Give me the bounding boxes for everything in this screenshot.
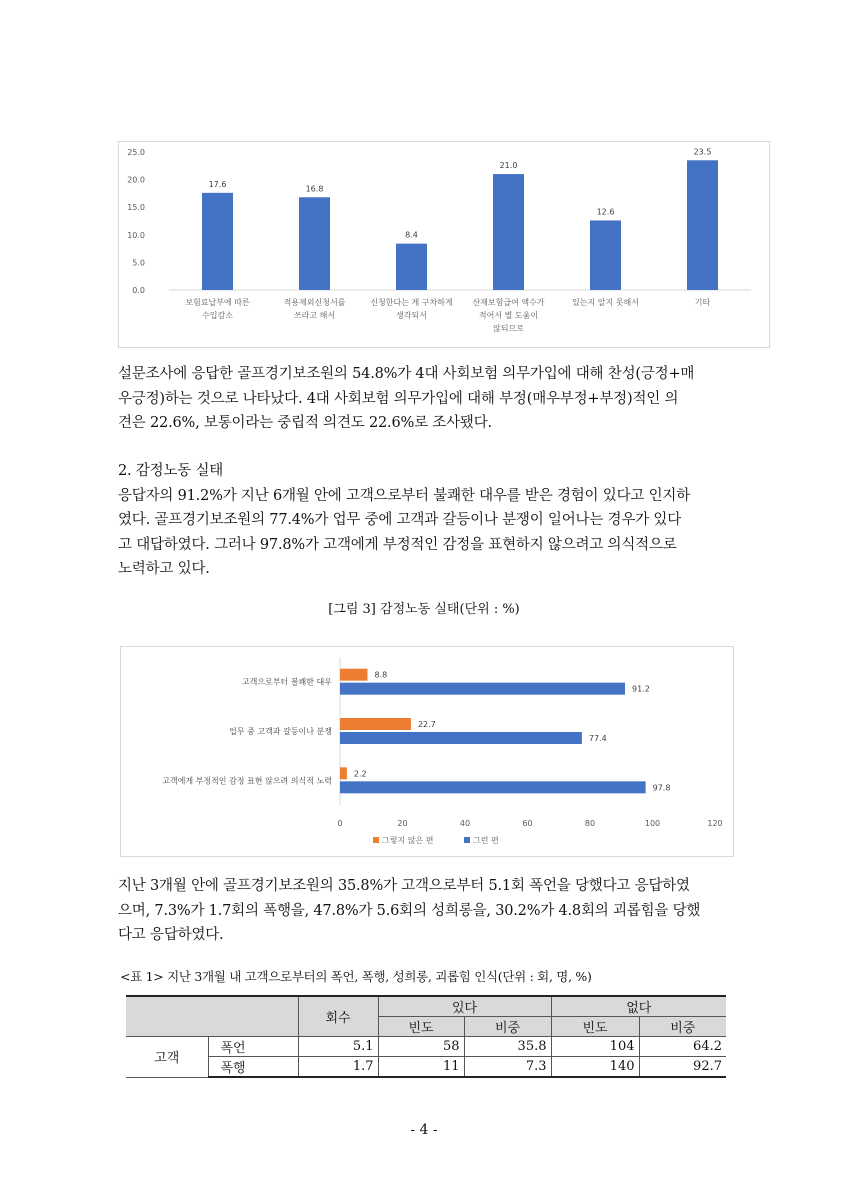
table-header-empty (126, 996, 298, 1037)
paragraph-line: 으며, 7.3%가 1.7회의 폭행을, 47.8%가 5.6회의 성희롱을, 30.2%가 4.8회의 괴롭힘을 당했 (118, 902, 701, 919)
paragraph-insurance-opinion (118, 362, 730, 436)
bar (202, 193, 233, 290)
x-tick-label: 0 (337, 819, 343, 828)
x-tick-label: 신청한다는 게 구차하게 생각되서 (370, 298, 453, 320)
table-cell: 92.7 (639, 1057, 726, 1078)
abuse-table (126, 995, 726, 1078)
paragraph-verbal-abuse (118, 874, 730, 948)
table-cell: 140 (551, 1057, 639, 1078)
y-tick-label: 10.0 (127, 230, 145, 240)
bar (299, 197, 330, 290)
legend-label: 그렇지 않은 편 (382, 836, 434, 845)
table-caption: <표 1> 지난 3개월 내 고객으로부터의 폭언, 폭행, 성희롱, 괴롭힘 인식(단위 : 회, 명, %) (120, 969, 592, 984)
paragraph-line: 다고 응답하였다. (118, 927, 224, 943)
y-tick-label: 15.0 (127, 203, 145, 213)
bar-value-label: 22.7 (417, 720, 436, 729)
bar (340, 683, 625, 695)
bar (340, 732, 582, 744)
x-tick-label: 60 (522, 819, 533, 828)
section-title: 2. 감정노동 실태 (118, 463, 224, 479)
bar (493, 174, 524, 290)
x-tick-label: 80 (584, 819, 596, 828)
y-tick-label: 5.0 (132, 258, 145, 268)
x-tick-label: 보험료납부에 따른 수입감소 (185, 298, 250, 320)
table-cell: 11 (378, 1057, 464, 1078)
paragraph-line: 노력하고 있다. (118, 561, 210, 577)
table-row-label: 폭언 (208, 1037, 298, 1057)
table-cell: 104 (551, 1037, 639, 1057)
bar (340, 669, 368, 681)
table-row-label: 폭행 (208, 1057, 298, 1078)
legend-label: 그런 편 (473, 836, 499, 845)
paragraph-emotional-labor (118, 459, 730, 582)
bar-value-label: 77.4 (588, 734, 607, 743)
bar (340, 767, 347, 779)
x-tick-label: 있는지 알지 못해서 (572, 298, 639, 307)
bar-value-label: 21.0 (499, 161, 518, 171)
bar (340, 781, 646, 793)
paragraph-line: 견은 22.6%, 보통이라는 중립적 의견도 22.6%로 조사됐다. (118, 415, 492, 431)
bar-value-label: 8.8 (374, 670, 388, 680)
x-tick-label: 100 (644, 819, 661, 828)
bar (340, 718, 411, 730)
table-cell: 1.7 (298, 1057, 378, 1078)
y-tick-label: 업무 중 고객과 갈등이나 분쟁 (229, 727, 332, 736)
paragraph-line: 설문조사에 응답한 골프경기보조원의 54.8%가 4대 사회보험 의무가입에 대해 찬성(긍정+매 (118, 366, 695, 382)
paragraph-line: 였다. 골프경기보조원의 77.4%가 업무 중에 고객과 갈등이나 분쟁이 일어나는 경우가 있다 (118, 512, 681, 528)
paragraph-line: 응답자의 91.2%가 지난 6개월 안에 고객으로부터 불쾌한 대우를 받은 경험이 있다고 인지하 (118, 487, 691, 504)
table-cell: 35.8 (464, 1037, 551, 1057)
table-header-no: 없다 (551, 996, 726, 1017)
table-header-count: 회수 (298, 996, 378, 1037)
table-cell: 58 (378, 1037, 464, 1057)
paragraph-line: 우긍정)하는 것으로 나타났다. 4대 사회보험 의무가입에 대해 부정(매우부정+부정)적인 의 (118, 390, 679, 407)
y-tick-label: 고객에게 부정적인 감정 표현 않으려 의식적 노력 (162, 776, 332, 786)
legend-swatch (464, 837, 470, 843)
table-cell: 64.2 (639, 1037, 726, 1057)
y-tick-label: 0.0 (132, 286, 145, 295)
paragraph-line: 지난 3개월 안에 골프경기보조원의 35.8%가 고객으로부터 5.1회 폭언을 당했다고 응답하였 (118, 878, 690, 894)
x-tick-label: 120 (707, 819, 723, 828)
page-number: - 4 - (410, 1122, 438, 1138)
bar (590, 220, 621, 290)
table-header-no-ratio: 비중 (639, 1017, 726, 1037)
y-tick-label: 고객으로부터 불쾌한 대우 (241, 677, 332, 687)
table-header-yes-ratio: 비중 (464, 1017, 551, 1037)
bar-value-label: 8.4 (405, 230, 418, 240)
bar-value-label: 17.6 (208, 179, 227, 189)
x-tick-label: 적용제외신청서를 쓰라고 해서 (283, 298, 346, 320)
bar-value-label: 12.6 (596, 207, 615, 217)
horizontal-bar-chart (121, 647, 733, 856)
table-cell: 5.1 (298, 1037, 378, 1057)
y-tick-label: 20.0 (127, 175, 145, 185)
table-row (126, 1057, 726, 1078)
hbar-chart-frame (120, 646, 734, 857)
x-tick-label: 기타 (694, 298, 711, 307)
bar-value-label: 2.2 (353, 769, 367, 779)
bar-chart-frame (118, 141, 770, 348)
bar (687, 160, 718, 290)
table-group-label: 고객 (126, 1037, 208, 1078)
table-header-yes-freq: 빈도 (378, 1017, 464, 1037)
x-tick-label: 40 (459, 819, 471, 828)
bar-value-label: 16.8 (305, 184, 324, 194)
y-tick-label: 25.0 (127, 148, 145, 157)
table-header-no-freq: 빈도 (551, 1017, 639, 1037)
table-header-yes: 있다 (378, 996, 551, 1017)
bar-chart (119, 142, 769, 347)
figure-caption: [그림 3] 감정노동 실태(단위 : %) (328, 602, 520, 617)
table-row (126, 1037, 726, 1057)
x-tick-label: 산재보험급여 액수가 적어서 별 도움이 않되므로 (472, 298, 545, 333)
bar (396, 244, 427, 290)
bar-value-label: 97.8 (652, 783, 671, 793)
table-cell: 7.3 (464, 1057, 551, 1078)
paragraph-line: 고 대답하였다. 그러나 97.8%가 고객에게 부정적인 감정을 표현하지 않으려고 의식적으로 (118, 536, 677, 553)
bar-value-label: 91.2 (632, 684, 650, 694)
bar-value-label: 23.5 (693, 147, 712, 157)
x-tick-label: 20 (397, 819, 408, 828)
legend-swatch (373, 837, 379, 843)
